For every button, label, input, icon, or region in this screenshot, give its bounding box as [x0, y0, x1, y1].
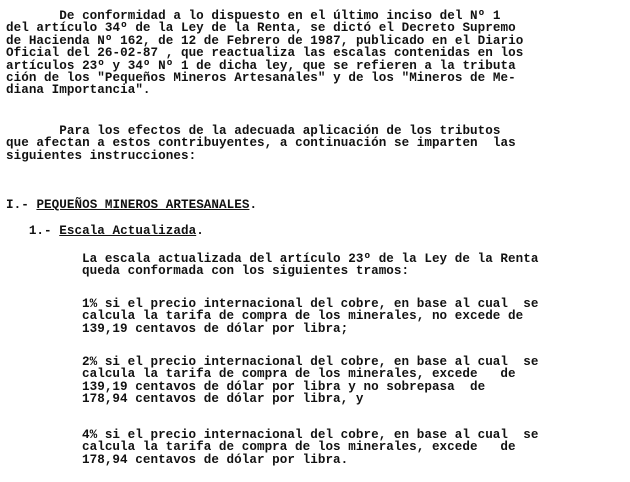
intro-line: ción de los "Pequeños Mineros Artesanales" y de los "Mineros de Me-: [6, 71, 516, 86]
bracket-line: calcula la tarifa de compra de los minerales, excede de: [82, 367, 516, 382]
intro-line: Oficial del 26-02-87 , que reactualiza las escalas contenidas en los: [6, 46, 524, 61]
subsection-title: Escala Actualizada: [59, 224, 197, 238]
section-dot: .: [249, 198, 258, 212]
bracket-line: 178,94 centavos de dólar por libra, y: [82, 392, 364, 407]
intro-line: artículos 23º y 34º Nº 1 de dicha ley, que se refieren a la tributa: [6, 58, 516, 73]
intro-line: del artículo 34º de la Ley de la Renta, se dictó el Decreto Supremo: [6, 21, 516, 36]
purpose-line: que afectan a estos contribuyentes, a continuación se imparten las: [6, 136, 516, 151]
bracket-1-percent: [82, 298, 538, 335]
subsection-dot: .: [196, 224, 204, 238]
bracket-line: calcula la tarifa de compra de los minerales, excede de: [82, 440, 516, 455]
bracket-line: 178,94 centavos de dólar por libra.: [82, 452, 349, 467]
subsection-number: 1.-: [6, 224, 60, 238]
purpose-line: siguientes instrucciones:: [6, 148, 197, 163]
intro-paragraph: [6, 10, 523, 97]
bracket-line: 139,19 centavos de dólar por libra y no sobrepasa de: [82, 379, 486, 394]
scale-intro-line: queda conformada con los siguientes tramos:: [82, 264, 410, 279]
bracket-4-percent: [82, 429, 538, 466]
bracket-line: 139,19 centavos de dólar por libra;: [82, 321, 349, 336]
scale-intro-paragraph: [82, 253, 538, 278]
section-number: I.-: [6, 198, 37, 212]
subsection-heading: [6, 225, 204, 237]
section-title: PEQUEÑOS MINEROS ARTESANALES: [36, 198, 250, 212]
purpose-line: Para los efectos de la adecuada aplicación de los tributos: [6, 124, 501, 138]
bracket-line: 1% si el precio internacional del cobre, en base al cual se: [82, 297, 539, 311]
intro-line: de Hacienda Nº 162, de 12 de Febrero de 1987, publicado en el Diario: [6, 33, 524, 48]
bracket-line: calcula la tarifa de compra de los minerales, no excede de: [82, 309, 524, 324]
intro-line: diana Importancia".: [6, 83, 151, 98]
section-heading: [6, 199, 257, 211]
purpose-paragraph: [6, 125, 516, 162]
scale-intro-line: La escala actualizada del artículo 23º de la Ley de la Renta: [82, 252, 539, 266]
bracket-2-percent: [82, 356, 538, 406]
bracket-line: 2% si el precio internacional del cobre, en base al cual se: [82, 355, 539, 369]
intro-line: De conformidad a lo dispuesto en el último inciso del Nº 1: [6, 9, 501, 23]
bracket-line: 4% si el precio internacional del cobre, en base al cual se: [82, 428, 539, 442]
